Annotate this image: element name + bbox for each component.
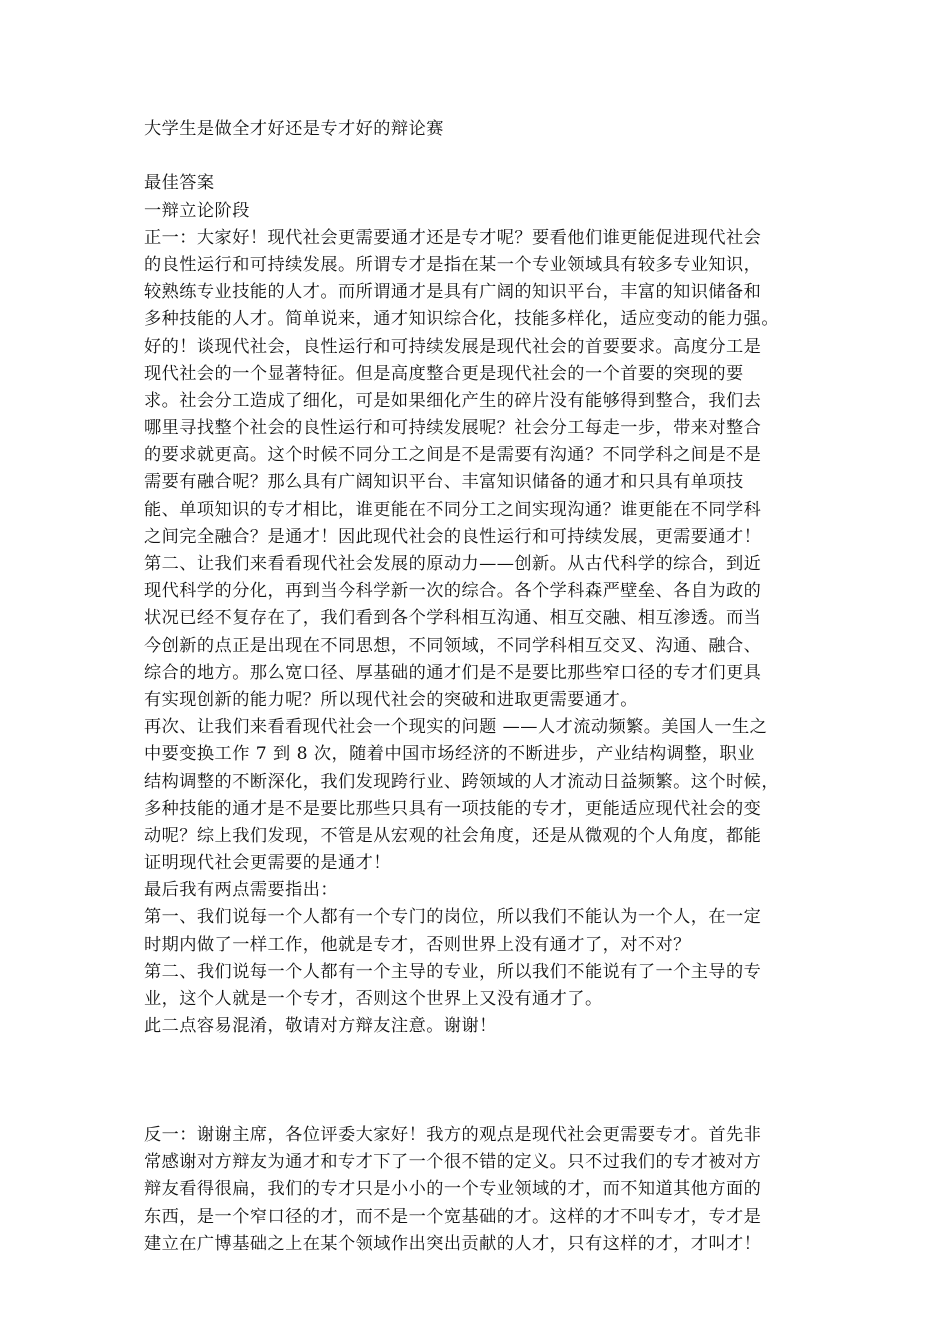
- pro-line: 的要求就更高。这个时候不同分工之间是不是需要有沟通？不同学科之间是不是: [144, 445, 762, 466]
- pro-line: 业，这个人就是一个专才，否则这个世界上又没有通才了。: [144, 989, 603, 1009]
- pro-line: 最后我有两点需要指出：: [144, 880, 339, 901]
- pro-line: 需要有融合呢？那么具有广阔知识平台、丰富知识储备的通才和只具有单项技: [144, 472, 744, 493]
- pro-line: 较熟练专业技能的人才。而所谓通才是具有广阔的知识平台，丰富的知识储备和: [144, 282, 762, 303]
- pro-line: 好的！谈现代社会，良性运行和可持续发展是现代社会的首要要求。高度分工是: [144, 336, 762, 357]
- best-answer-label: 最佳答案: [144, 173, 215, 194]
- pro-line: 结构调整的不断深化，我们发现跨行业、跨领域的人才流动日益频繁。这个时候，: [144, 771, 779, 792]
- pro-line: 之间完全融合？是通才！因此现代社会的良性运行和可持续发展，更需要通才！: [144, 526, 762, 547]
- pro-line: 今创新的点正是出现在不同思想，不同领域，不同学科相互交叉、沟通、融合、: [144, 635, 762, 656]
- pro-line: 求。社会分工造成了细化，可是如果细化产生的碎片没有能够得到整合，我们去: [144, 390, 762, 411]
- pro-line: 第一、我们说每一个人都有一个专门的岗位，所以我们不能认为一个人，在一定: [144, 907, 762, 928]
- pro-line: 证明现代社会更需要的是通才！: [144, 853, 391, 874]
- document-title: 大学生是做全才好还是专才好的辩论赛: [144, 119, 444, 139]
- pro-line: 能、单项知识的专才相比，谁更能在不同分工之间实现沟通？谁更能在不同学科: [144, 499, 762, 520]
- pro-line: 此二点容易混淆，敬请对方辩友注意。谢谢！: [144, 1016, 497, 1037]
- con-line: 反一：谢谢主席，各位评委大家好！我方的观点是现代社会更需要专才。首先非: [144, 1124, 762, 1145]
- pro-line: 时期内做了一样工作，他就是专才，否则世界上没有通才了，对不对？: [144, 934, 691, 955]
- document-body: [144, 116, 806, 1258]
- pro-line: 第二、让我们来看看现代社会发展的原动力——创新。从古代科学的综合，到近: [144, 554, 762, 574]
- pro-line: 正一：大家好！现代社会更需要通才还是专才呢？要看他们谁更能促进现代社会: [144, 227, 762, 248]
- con-line: 辩友看得很扁，我们的专才只是小小的一个专业领域的才，而不知道其他方面的: [144, 1179, 762, 1200]
- pro-line: 中要变换工作 7 到 8 次，随着中国市场经济的不断进步，产业结构调整，职业: [144, 744, 755, 765]
- pro-line: 的良性运行和可持续发展。所谓专才是指在某一个专业领域具有较多专业知识，: [144, 254, 762, 275]
- section-heading: 一辩立论阶段: [144, 200, 250, 221]
- pro-line: 第二、我们说每一个人都有一个主导的专业，所以我们不能说有了一个主导的专: [144, 961, 762, 982]
- con-speech: [144, 1122, 806, 1258]
- pro-line: 哪里寻找整个社会的良性运行和可持续发展呢？社会分工每走一步，带来对整合: [144, 418, 762, 439]
- con-line: 常感谢对方辩友为通才和专才下了一个很不错的定义。只不过我们的专才被对方: [144, 1152, 762, 1173]
- pro-line: 多种技能的人才。简单说来，通才知识综合化，技能多样化，适应变动的能力强。: [144, 309, 779, 330]
- con-line: 建立在广博基础之上在某个领域作出突出贡献的人才，只有这样的才，才叫才！: [144, 1233, 762, 1254]
- pro-line: 现代科学的分化，再到当今科学新一次的综合。各个学科森严壁垒、各自为政的: [144, 581, 762, 602]
- pro-line: 再次、让我们来看看现代社会一个现实的问题 ——人才流动频繁。美国人一生之: [144, 717, 768, 738]
- pro-line: 综合的地方。那么宽口径、厚基础的通才们是不是要比那些窄口径的专才们更具: [144, 662, 762, 683]
- con-line: 东西，是一个窄口径的才，而不是一个宽基础的才。这样的才不叫专才，专才是: [144, 1206, 762, 1227]
- pro-line: 多种技能的通才是不是要比那些只具有一项技能的专才，更能适应现代社会的变: [144, 798, 762, 819]
- pro-line: 有实现创新的能力呢？所以现代社会的突破和进取更需要通才。: [144, 689, 638, 710]
- pro-line: 状况已经不复存在了，我们看到各个学科相互沟通、相互交融、相互渗透。而当: [144, 608, 762, 629]
- blank-line: [144, 143, 806, 170]
- pro-line: 现代社会的一个显著特征。但是高度整合更是现代社会的一个首要的突现的要: [144, 363, 744, 384]
- pro-speech: [144, 225, 806, 1041]
- pro-line: 动呢？综上我们发现，不管是从宏观的社会角度，还是从微观的个人角度，都能: [144, 825, 762, 846]
- blank-gap: [144, 1040, 806, 1122]
